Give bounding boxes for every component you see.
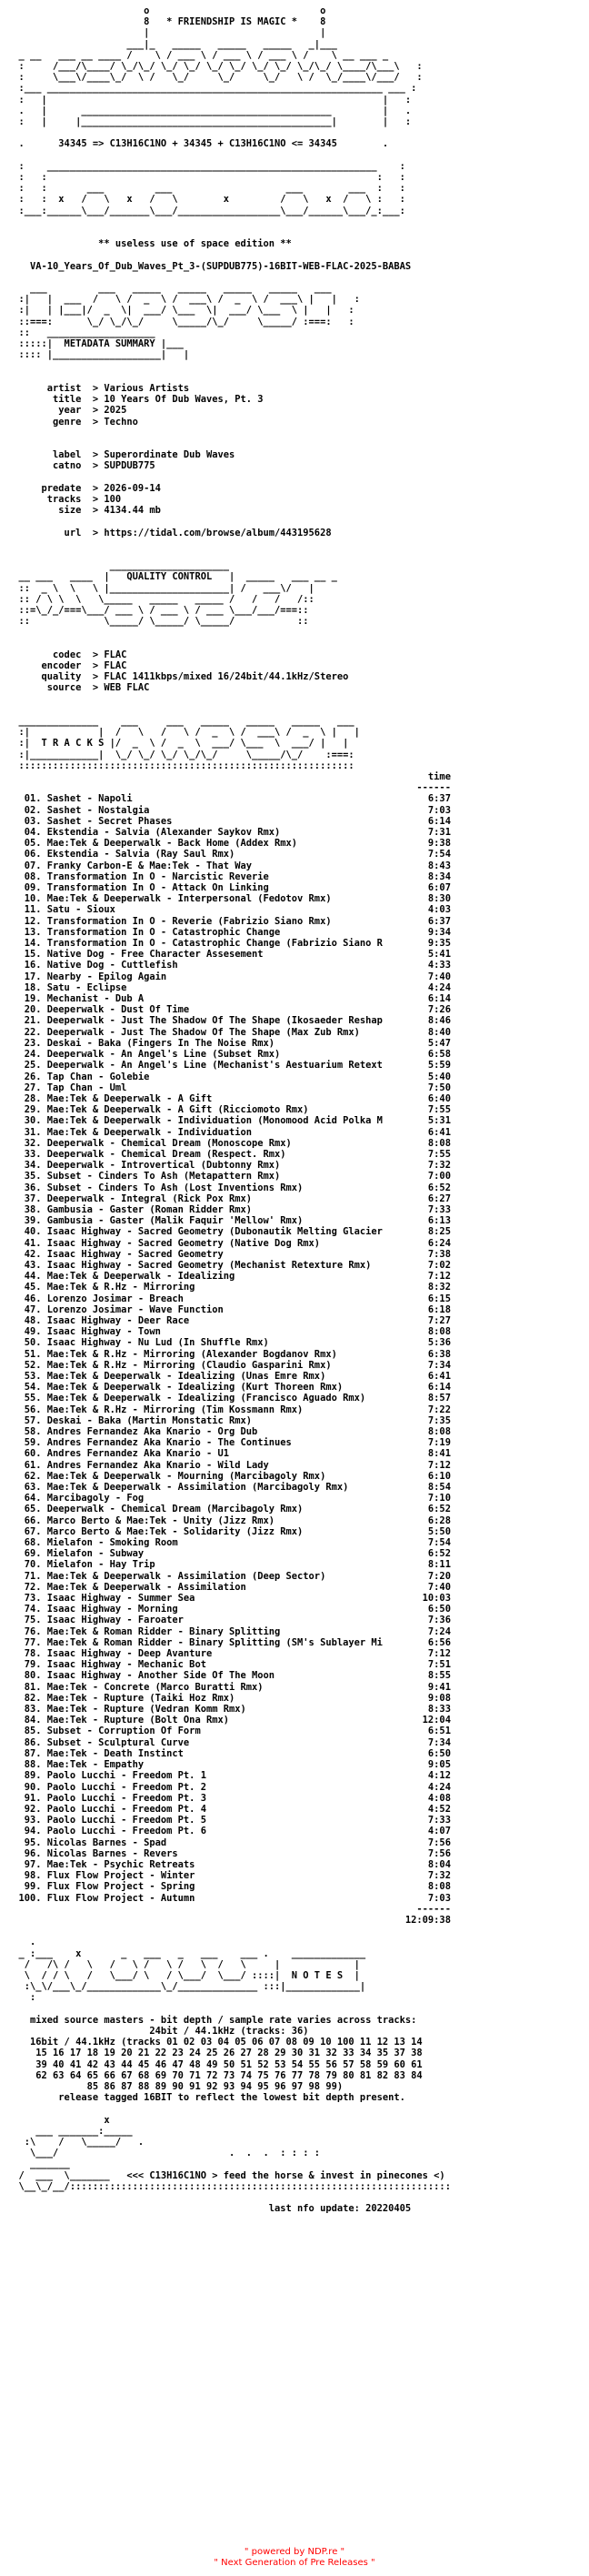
track-row: 09. Transformation In O - Attack On Linking 6:07	[7, 882, 451, 894]
track-row: 08. Transformation In O - Narcistic Reverie 8:34	[7, 870, 451, 882]
track-row: 91. Paolo Lucchi - Freedom Pt. 3 4:08	[7, 1792, 451, 1804]
nfo-art-line: :: / \ \ \ \_____ _____ _____ / / / /::	[7, 593, 314, 605]
nfo-art-line: :::::| METADATA SUMMARY |___	[7, 338, 184, 350]
track-row: 25. Deeperwalk - An Angel's Line (Mechanist's Aestuarium Retext 5:59	[7, 1060, 451, 1072]
nfo-art-line: : __________________________________________________________ :	[7, 160, 405, 172]
track-row: 28. Mae:Tek & Deeperwalk - A Gift 6:40	[7, 1092, 451, 1104]
footer	[0, 2547, 589, 2569]
nfo-art-line: title > 10 Years Of Dub Waves, Pt. 3	[7, 394, 264, 406]
track-row: 80. Isaac Highway - Another Side Of The Moon 8:55	[7, 1670, 451, 1682]
sign-art-line: \__\_/__/:::::::::::::::::::::::::::::::::::::::::::::::::::::::::::::::::::	[7, 2180, 451, 2192]
nfo-art-line: :: ___________________	[7, 327, 155, 338]
track-row: 22. Deeperwalk - Just The Shadow Of The Shape (Max Zub Rmx) 8:40	[7, 1026, 451, 1038]
track-row: 31. Mae:Tek & Deeperwalk - Individuation 6:41	[7, 1126, 451, 1138]
last-update: last nfo update: 20220405	[7, 2203, 412, 2215]
nfo-art-line: catno > SUPDUB775	[7, 460, 155, 472]
track-row: 82. Mae:Tek - Rupture (Taiki Hoz Rmx) 9:08	[7, 1692, 451, 1704]
sign-art-line: _______	[7, 2158, 70, 2170]
sign-art-line: \___/ . . . : : : :	[7, 2148, 321, 2159]
footer-powered-by: " powered by NDP.re "	[244, 2547, 345, 2557]
track-row: 23. Deskai - Baka (Fingers In The Noise Rmx) 5:47	[7, 1037, 451, 1049]
track-row: 02. Sashet - Nostalgia 7:03	[7, 804, 451, 816]
notes-line: mixed source masters - bit depth / sample rate varies across tracks:	[7, 2014, 417, 2026]
track-row: 38. Gambusia - Gaster (Roman Ridder Rmx) 7:33	[7, 1203, 451, 1215]
track-row: 04. Ekstendia - Salvia (Alexander Saykov Rmx) 7:31	[7, 827, 451, 839]
track-row: 68. Mielafon - Smoking Room 7:54	[7, 1537, 451, 1549]
nfo-art-line: :| T R A C K S |/ _ \ / _ \ ___/ \___ \ ___/ | |	[7, 738, 349, 750]
nfo-art-line: ___|_ _____ _____ _____ _|___	[7, 38, 337, 50]
notes-line: 62 63 64 65 66 67 68 69 70 71 72 73 74 75 76 77 78 79 80 81 82 83 84	[7, 2069, 423, 2081]
track-row: 06. Ekstendia - Salvia (Ray Saul Rmx) 7:54	[7, 849, 451, 860]
nfo-art-line: artist > Various Artists	[7, 382, 190, 394]
track-row: 33. Deeperwalk - Chemical Dream (Respect. Rmx) 7:55	[7, 1148, 451, 1160]
nfo-art-line: : : : :	[7, 172, 405, 184]
nfo-art-line: label > Superordinate Dub Waves	[7, 449, 235, 461]
track-row: 26. Tap Chan - Golebie 5:40	[7, 1071, 451, 1082]
track-row: 84. Mae:Tek - Rupture (Bolt Ona Rmx) 12:04	[7, 1715, 451, 1726]
track-row: 94. Paolo Lucchi - Freedom Pt. 6 4:07	[7, 1826, 451, 1837]
track-row: 36. Subset - Cinders To Ash (Lost Inventions Rmx) 6:52	[7, 1182, 451, 1193]
track-row: 64. Marcibagoly - Fog 7:10	[7, 1493, 451, 1504]
track-row: 66. Marco Berto & Mae:Tek - Unity (Jizz Rmx) 6:28	[7, 1514, 451, 1526]
nfo-art-line: quality > FLAC 1411kbps/mixed 16/24bit/44.1kHz/Stereo	[7, 671, 349, 683]
nfo-text-block	[7, 5, 582, 2214]
sign-art-line: x	[7, 2114, 110, 2126]
total-time: 12:09:38	[7, 1914, 451, 1926]
track-row: 90. Paolo Lucchi - Freedom Pt. 2 4:24	[7, 1781, 451, 1793]
notes-art-line: _ :___ x _ ___ _ ___ ___ . _____________	[7, 1947, 366, 1959]
nfo-art-line: : | | :	[7, 94, 412, 106]
nfo-art-line: o o	[7, 5, 326, 16]
track-row: 78. Isaac Highway - Deep Avanture 7:12	[7, 1648, 451, 1660]
track-row: 40. Isaac Highway - Sacred Geometry (Dubonautik Melting Glacier 8:25	[7, 1226, 451, 1238]
track-row: 12. Transformation In O - Reverie (Fabrizio Siano Rmx) 6:37	[7, 915, 451, 927]
nfo-art-line: : | |____________________________________________| | :	[7, 116, 412, 128]
track-row: 49. Isaac Highway - Town 8:08	[7, 1326, 451, 1338]
nfo-art-line: 8 * FRIENDSHIP IS MAGIC * 8	[7, 16, 326, 28]
time-rule: ------	[7, 782, 451, 794]
track-row: 52. Mae:Tek & R.Hz - Mirroring (Claudio Gasparini Rmx) 7:34	[7, 1359, 451, 1371]
nfo-art-line: ___ ___ _____ _____ _____ _____ ___	[7, 283, 332, 295]
track-row: 32. Deeperwalk - Chemical Dream (Monoscope Rmx) 8:08	[7, 1137, 451, 1149]
nfo-art-line: : : ___ ___ ___ ___ : :	[7, 183, 405, 195]
track-row: 11. Satu - Sioux 4:03	[7, 904, 451, 916]
track-row: 16. Native Dog - Cuttlefish 4:33	[7, 960, 451, 971]
nfo-art-line: :| | / \ / \ / _ \ / ___\ / _ \ | |	[7, 727, 360, 739]
nfo-art-line: source > WEB FLAC	[7, 682, 150, 694]
track-row: 10. Mae:Tek & Deeperwalk - Interpersonal (Fedotov Rmx) 8:30	[7, 893, 451, 905]
notes-art-line: :\_\/___\_/_____________\_/______________ :::|_____________|	[7, 1981, 366, 1993]
track-row: 15. Native Dog - Free Character Assesement 5:41	[7, 949, 451, 961]
nfo-art-line: :| | ___ / \ / _ \ / ___\ / _ \ / ___\ | | :	[7, 294, 360, 306]
track-row: 75. Isaac Highway - Faroater 7:36	[7, 1615, 451, 1626]
track-row: 27. Tap Chan - Uml 7:50	[7, 1082, 451, 1093]
track-row: 14. Transformation In O - Catastrophic Change (Fabrizio Siano R 9:35	[7, 938, 451, 950]
track-row: 21. Deeperwalk - Just The Shadow Of The Shape (Ikosaeder Reshap 8:46	[7, 1015, 451, 1027]
track-row: 30. Mae:Tek & Deeperwalk - Individuation (Monomood Acid Polka M 5:31	[7, 1115, 451, 1127]
nfo-art-line: year > 2025	[7, 405, 127, 417]
track-row: 59. Andres Fernandez Aka Knario - The Continues 7:19	[7, 1437, 451, 1449]
track-row: 07. Franky Carbon-E & Mae:Tek - That Way 8:43	[7, 860, 451, 871]
track-row: 86. Subset - Sculptural Curve 7:34	[7, 1736, 451, 1748]
nfo-art-line: :___:______\___/_______\___/__________________\___/______\___/_:___:	[7, 205, 405, 216]
track-row: 37. Deeperwalk - Integral (Rick Pox Rmx) 6:27	[7, 1192, 451, 1204]
track-row: 44. Mae:Tek & Deeperwalk - Idealizing 7:12	[7, 1271, 451, 1283]
notes-line: 39 40 41 42 43 44 45 46 47 48 49 50 51 52 53 54 55 56 57 58 59 60 61	[7, 2058, 423, 2070]
track-row: 92. Paolo Lucchi - Freedom Pt. 4 4:52	[7, 1803, 451, 1815]
track-row: 53. Mae:Tek & Deeperwalk - Idealizing (Unas Emre Rmx) 6:41	[7, 1370, 451, 1382]
track-row: 17. Nearby - Epilog Again 7:40	[7, 971, 451, 982]
track-row: 34. Deeperwalk - Introvertical (Dubtonny Rmx) 7:32	[7, 1160, 451, 1172]
track-row: 18. Satu - Eclipse 4:24	[7, 981, 451, 993]
sign-art-line: / ___ \_______ <<< C13H16C1NO > feed the horse & invest in pinecones <)	[7, 2169, 445, 2181]
nfo-art-line: | |	[7, 27, 326, 39]
nfo-art-line: :|____________| \_/ \_/ \_/ \_/\_/ \_____/\_/ :===:	[7, 749, 354, 760]
track-row: 69. Mielafon - Subway 6:52	[7, 1548, 451, 1560]
track-row: 46. Lorenzo Josimar - Breach 6:15	[7, 1293, 451, 1304]
track-row: 70. Mielafon - Hay Trip 8:11	[7, 1559, 451, 1571]
notes-line: 85 86 87 88 89 90 91 92 93 94 95 96 97 98 99)	[7, 2080, 344, 2092]
notes-line: 24bit / 44.1kHz (tracks: 36)	[7, 2025, 309, 2037]
track-row: 93. Paolo Lucchi - Freedom Pt. 5 7:33	[7, 1815, 451, 1826]
track-row: 58. Andres Fernandez Aka Knario - Org Dub 8:08	[7, 1426, 451, 1437]
nfo-art-line: ______________ ___ ___ _____ _____ _____ ___	[7, 716, 354, 727]
track-row: 42. Isaac Highway - Sacred Geometry 7:38	[7, 1248, 451, 1260]
track-row: 62. Mae:Tek & Deeperwalk - Mourning (Marcibagoly Rmx) 6:10	[7, 1470, 451, 1482]
track-row: 03. Sashet - Secret Phases 6:14	[7, 815, 451, 827]
track-row: 97. Mae:Tek - Psychic Retreats 8:04	[7, 1858, 451, 1870]
nfo-art-line: codec > FLAC	[7, 649, 127, 660]
track-row: 41. Isaac Highway - Sacred Geometry (Native Dog Rmx) 6:24	[7, 1237, 451, 1249]
track-row: 39. Gambusia - Gaster (Malik Faquir 'Mellow' Rmx) 6:13	[7, 1215, 451, 1227]
track-row: 54. Mae:Tek & Deeperwalk - Idealizing (Kurt Thoreen Rmx) 6:14	[7, 1382, 451, 1394]
nfo-art-line: predate > 2026-09-14	[7, 482, 161, 494]
nfo-art-line: . | ____________________________________________ | .	[7, 105, 412, 116]
time-header: time	[7, 771, 451, 783]
nfo-art-line: ::===: \_/ \_/\_/ \_____/\_/ \_____/ :===: :	[7, 316, 354, 327]
track-row: 60. Andres Fernandez Aka Knario - U1 8:41	[7, 1448, 451, 1460]
track-row: 35. Subset - Cinders To Ash (Metapattern Rmx) 7:00	[7, 1171, 451, 1182]
track-row: 89. Paolo Lucchi - Freedom Pt. 1 4:12	[7, 1770, 451, 1782]
track-row: 74. Isaac Highway - Morning 6:50	[7, 1604, 451, 1615]
track-row: 48. Isaac Highway - Deer Race 7:27	[7, 1314, 451, 1326]
total-rule: ------	[7, 1903, 451, 1915]
nfo-art-line: __ ___ ____ | QUALITY CONTROL | _____ ___ __ _	[7, 571, 337, 583]
nfo-art-line: :: _ \ \ \ |_____________________| / ___\/ |	[7, 582, 314, 594]
track-row: 72. Mae:Tek & Deeperwalk - Assimilation 7:40	[7, 1581, 451, 1593]
nfo-art-line: :::::::::::::::::::::::::::::::::::::::::::::::::::::::::::	[7, 760, 354, 771]
footer-tagline: " Next Generation of Pre Releases "	[214, 2558, 375, 2568]
nfo-art-line: :::: |___________________| |	[7, 349, 190, 361]
track-row: 95. Nicolas Barnes - Spad 7:56	[7, 1836, 451, 1848]
nfo-art-line: : \___\/____\_/ \ / \_/ \_/ \_/ \ / \_/____\/___/ :	[7, 72, 423, 84]
track-row: 47. Lorenzo Josimar - Wave Function 6:18	[7, 1303, 451, 1315]
track-row: 63. Mae:Tek & Deeperwalk - Assimilation (Marcibagoly Rmx) 8:54	[7, 1482, 451, 1494]
nfo-art-line: genre > Techno	[7, 416, 138, 428]
track-row: 05. Mae:Tek & Deeperwalk - Back Home (Addex Rmx) 9:38	[7, 838, 451, 850]
track-row: 19. Mechanist - Dub A 6:14	[7, 993, 451, 1005]
track-row: 73. Isaac Highway - Summer Sea 10:03	[7, 1593, 451, 1605]
track-row: 87. Mae:Tek - Death Instinct 6:50	[7, 1747, 451, 1759]
track-row: 50. Isaac Highway - Nu Lud (In Shuffle Rmx) 5:36	[7, 1337, 451, 1349]
track-row: 57. Deskai - Baka (Martin Monstatic Rmx) 7:35	[7, 1414, 451, 1426]
notes-line: 15 16 17 18 19 20 21 22 23 24 25 26 27 28 29 30 31 32 33 34 35 37 38	[7, 2048, 423, 2059]
nfo-art-line: : /___/\____/ \_/\_/ \_/ \_/ \_/ \_/ \_/ \_/ \_/\_/ \____/\___\ :	[7, 61, 423, 73]
track-row: 67. Marco Berto & Mae:Tek - Solidarity (Jizz Rmx) 5:50	[7, 1525, 451, 1537]
notes-line: release tagged 16BIT to reflect the lowest bit depth present.	[7, 2092, 405, 2104]
nfo-art-line: :: \_____/ \_____/ \_____/ ::	[7, 616, 309, 628]
track-row: 98. Flux Flow Project - Winter 7:32	[7, 1870, 451, 1882]
track-row: 24. Deeperwalk - An Angel's Line (Subset Rmx) 6:58	[7, 1049, 451, 1061]
nfo-art-line: :___ ___________________________________________________________ ___ :	[7, 83, 417, 95]
track-row: 79. Isaac Highway - Mechanic Bot 7:51	[7, 1659, 451, 1671]
track-row: 77. Mae:Tek & Roman Ridder - Binary Splitting (SM's Sublayer Mi 6:56	[7, 1636, 451, 1648]
nfo-art-line: : : x / \ x / \ x / \ x / \ : :	[7, 194, 405, 206]
nfo-art-line: :| | |___|/ _ \| ___/ \___ \| ___/ \___ \ | | :	[7, 305, 354, 317]
nfo-art-line: . 34345 => C13H16C1NO + 34345 + C13H16C1NO <= 34345 .	[7, 138, 389, 150]
track-row: 61. Andres Fernandez Aka Knario - Wild Lady 7:12	[7, 1459, 451, 1471]
track-row: 81. Mae:Tek - Concrete (Marco Buratti Rmx) 9:41	[7, 1681, 451, 1693]
track-row: 100. Flux Flow Project - Autumn 7:03	[7, 1892, 451, 1904]
track-row: 76. Mae:Tek & Roman Ridder - Binary Splitting 7:24	[7, 1625, 451, 1637]
notes-art-line: / /\ / \ / \ / \ / \ / \ | |	[7, 1958, 360, 1970]
track-row: 20. Deeperwalk - Dust Of Time 7:26	[7, 1004, 451, 1016]
notes-line: 16bit / 44.1kHz (tracks 01 02 03 04 05 06 07 08 09 10 100 11 12 13 14	[7, 2037, 423, 2048]
notes-art-line: .	[7, 1937, 36, 1948]
nfo-art-line: VA-10_Years_Of_Dub_Waves_Pt_3-(SUPDUB775)-16BIT-WEB-FLAC-2025-BABAS	[7, 260, 412, 272]
track-row: 45. Mae:Tek & R.Hz - Mirroring 8:32	[7, 1282, 451, 1293]
track-row: 51. Mae:Tek & R.Hz - Mirroring (Alexander Bogdanov Rmx) 6:38	[7, 1348, 451, 1360]
nfo-art-line: ::=\_/_/===\___/ ___ \ / ___ \ / ___ \___/___/===::	[7, 604, 309, 616]
nfo-art-line: tracks > 100	[7, 493, 122, 505]
track-row: 71. Mae:Tek & Deeperwalk - Assimilation (Deep Sector) 7:20	[7, 1570, 451, 1582]
sign-art-line: ___ _______:_____	[7, 2125, 133, 2137]
track-row: 88. Mae:Tek - Empathy 9:05	[7, 1759, 451, 1771]
nfo-art-line: ** useless use of space edition **	[7, 238, 292, 250]
nfo-art-line: size > 4134.44 mb	[7, 505, 161, 517]
track-row: 96. Nicolas Barnes - Revers 7:56	[7, 1847, 451, 1859]
notes-art-line: :	[7, 1992, 36, 2004]
track-row: 85. Subset - Corruption Of Form 6:51	[7, 1726, 451, 1737]
nfo-art-line: url > https://tidal.com/browse/album/443195628	[7, 527, 332, 538]
track-row: 29. Mae:Tek & Deeperwalk - A Gift (Ricciomoto Rmx) 7:55	[7, 1104, 451, 1116]
track-row: 99. Flux Flow Project - Spring 8:08	[7, 1881, 451, 1893]
track-row: 55. Mae:Tek & Deeperwalk - Idealizing (Francisco Aguado Rmx) 8:57	[7, 1393, 451, 1404]
track-row: 65. Deeperwalk - Chemical Dream (Marcibagoly Rmx) 6:52	[7, 1504, 451, 1515]
track-row: 13. Transformation In O - Catastrophic Change 9:34	[7, 926, 451, 938]
nfo-art-line: _____________________	[7, 560, 229, 572]
track-row: 01. Sashet - Napoli 6:37	[7, 793, 451, 805]
track-row: 43. Isaac Highway - Sacred Geometry (Mechanist Retexture Rmx) 7:02	[7, 1259, 451, 1271]
nfo-art-line: _ __ ___ __ ____ / \ / ___ \ / ___ \ / ___ \ / \ __ ___ _	[7, 49, 389, 61]
track-row: 83. Mae:Tek - Rupture (Vedran Komm Rmx) 8:33	[7, 1704, 451, 1716]
sign-art-line: :\ / \_____/ .	[7, 2137, 145, 2148]
notes-art-line: \ / / \ / \___/ \ / \___/ \___/ ::::| N O T E S |	[7, 1969, 360, 1981]
nfo-art-line: encoder > FLAC	[7, 659, 127, 671]
track-row: 56. Mae:Tek & R.Hz - Mirroring (Tim Kossmann Rmx) 7:22	[7, 1404, 451, 1415]
